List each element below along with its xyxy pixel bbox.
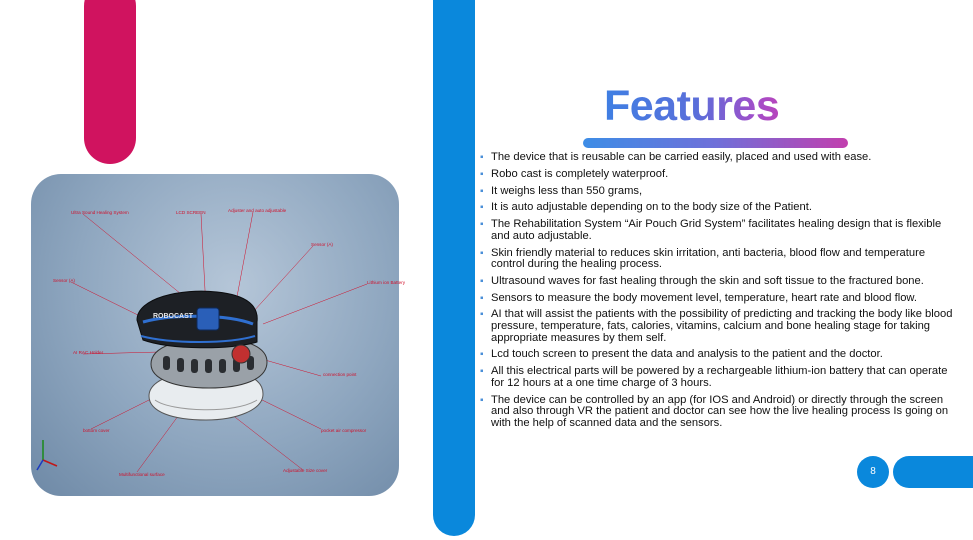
feature-text: AI that will assist the patients with the possibility of predicting and tracking the body like blood pressure, temperature, fats, calories, vitamins, calcium and bone healing stage for taking appropriate measures by them self. [491,308,953,344]
diagram-label: connection point [323,372,357,377]
feature-item [476,219,956,242]
diagram-label: AI RAC Holder [73,350,104,355]
feature-text: The device that is reusable can be carried easily, placed and used with ease. [491,151,872,163]
bullet-icon: ▪ [480,394,484,406]
bullet-icon: ▪ [480,275,484,287]
feature-text: It weighs less than 550 grams, [491,184,643,197]
feature-item [476,248,956,271]
diagram-label: pocket air compressor [321,428,367,433]
diagram-label: Ultra Sound Healing System [71,210,129,215]
feature-text: Sensors to measure the body movement level, temperature, heart rate and blood flow. [491,291,917,304]
feature-text: Robo cast is completely waterproof. [491,167,669,180]
bullet-icon: ▪ [480,366,484,378]
feature-item [476,395,956,430]
diagram-label: Multifunctional surface [119,472,165,477]
diagram-label: bottom cover [83,428,110,433]
feature-item [476,202,956,214]
bullet-icon: ▪ [480,219,484,231]
feature-text: Lcd touch screen to present the data and analysis to the patient and the doctor. [491,348,883,361]
diagram-label: Adjuster and auto adjustable [228,208,287,213]
axis-gizmo [37,440,57,470]
decorative-pink-bar [84,0,136,164]
diagram-label: Lithium ion Battery [367,280,406,285]
feature-text: Skin friendly material to reduces skin irritation, anti bacteria, blood flow and temperature control during the healing process. [491,246,926,271]
page-number: 8 [857,456,889,488]
device-diagram-image [31,174,406,496]
slide-title: Features [604,78,809,134]
feature-item [476,186,956,198]
feature-item [476,152,956,164]
bullet-icon: ▪ [480,349,484,361]
diagram-label: LCD SCREEN [176,210,206,215]
feature-text: It is auto adjustable depending on to the body size of the Patient. [491,201,812,214]
diagram-label: Sensor (A) [53,278,75,283]
title-underline [583,138,848,148]
diagram-label: Adjustable Size cover [283,468,328,473]
bullet-icon: ▪ [480,152,484,163]
bullet-icon: ▪ [480,309,484,321]
feature-text: All this electrical parts will be powered by a rechargeable lithium-ion battery that can operate for 12 hours at a one time charge of 3 hours. [491,365,948,389]
feature-text: The Rehabilitation System “Air Pouch Grid System” facilitates healing design that is flexible and auto adjustable. [491,218,942,242]
bullet-icon: ▪ [480,185,484,197]
diagram-label: Sensor (A) [311,242,333,247]
bullet-icon: ▪ [480,292,484,304]
bullet-icon: ▪ [480,202,484,214]
feature-text: Ultrasound waves for fast healing through the skin and soft tissue to the fractured bone. [491,274,924,287]
feature-item [476,309,956,344]
bullet-icon: ▪ [480,247,484,259]
device-shell [137,291,267,420]
feature-item [476,276,956,288]
feature-item [476,366,956,389]
device-brand-text: ROBOCAST [153,313,194,320]
bullet-icon: ▪ [480,168,484,180]
feature-item [476,293,956,305]
features-list [476,152,956,435]
feature-item [476,349,956,361]
device-diagram [31,174,406,496]
feature-text: The device can be controlled by an app (for IOS and Android) or directly through the screen and also through VR the patient and doctor can see how the live healing process Is going on with the help of scanned data and the sensors. [491,393,949,429]
decorative-blue-bar [433,0,475,536]
decorative-page-tab [893,456,973,488]
feature-item [476,169,956,181]
